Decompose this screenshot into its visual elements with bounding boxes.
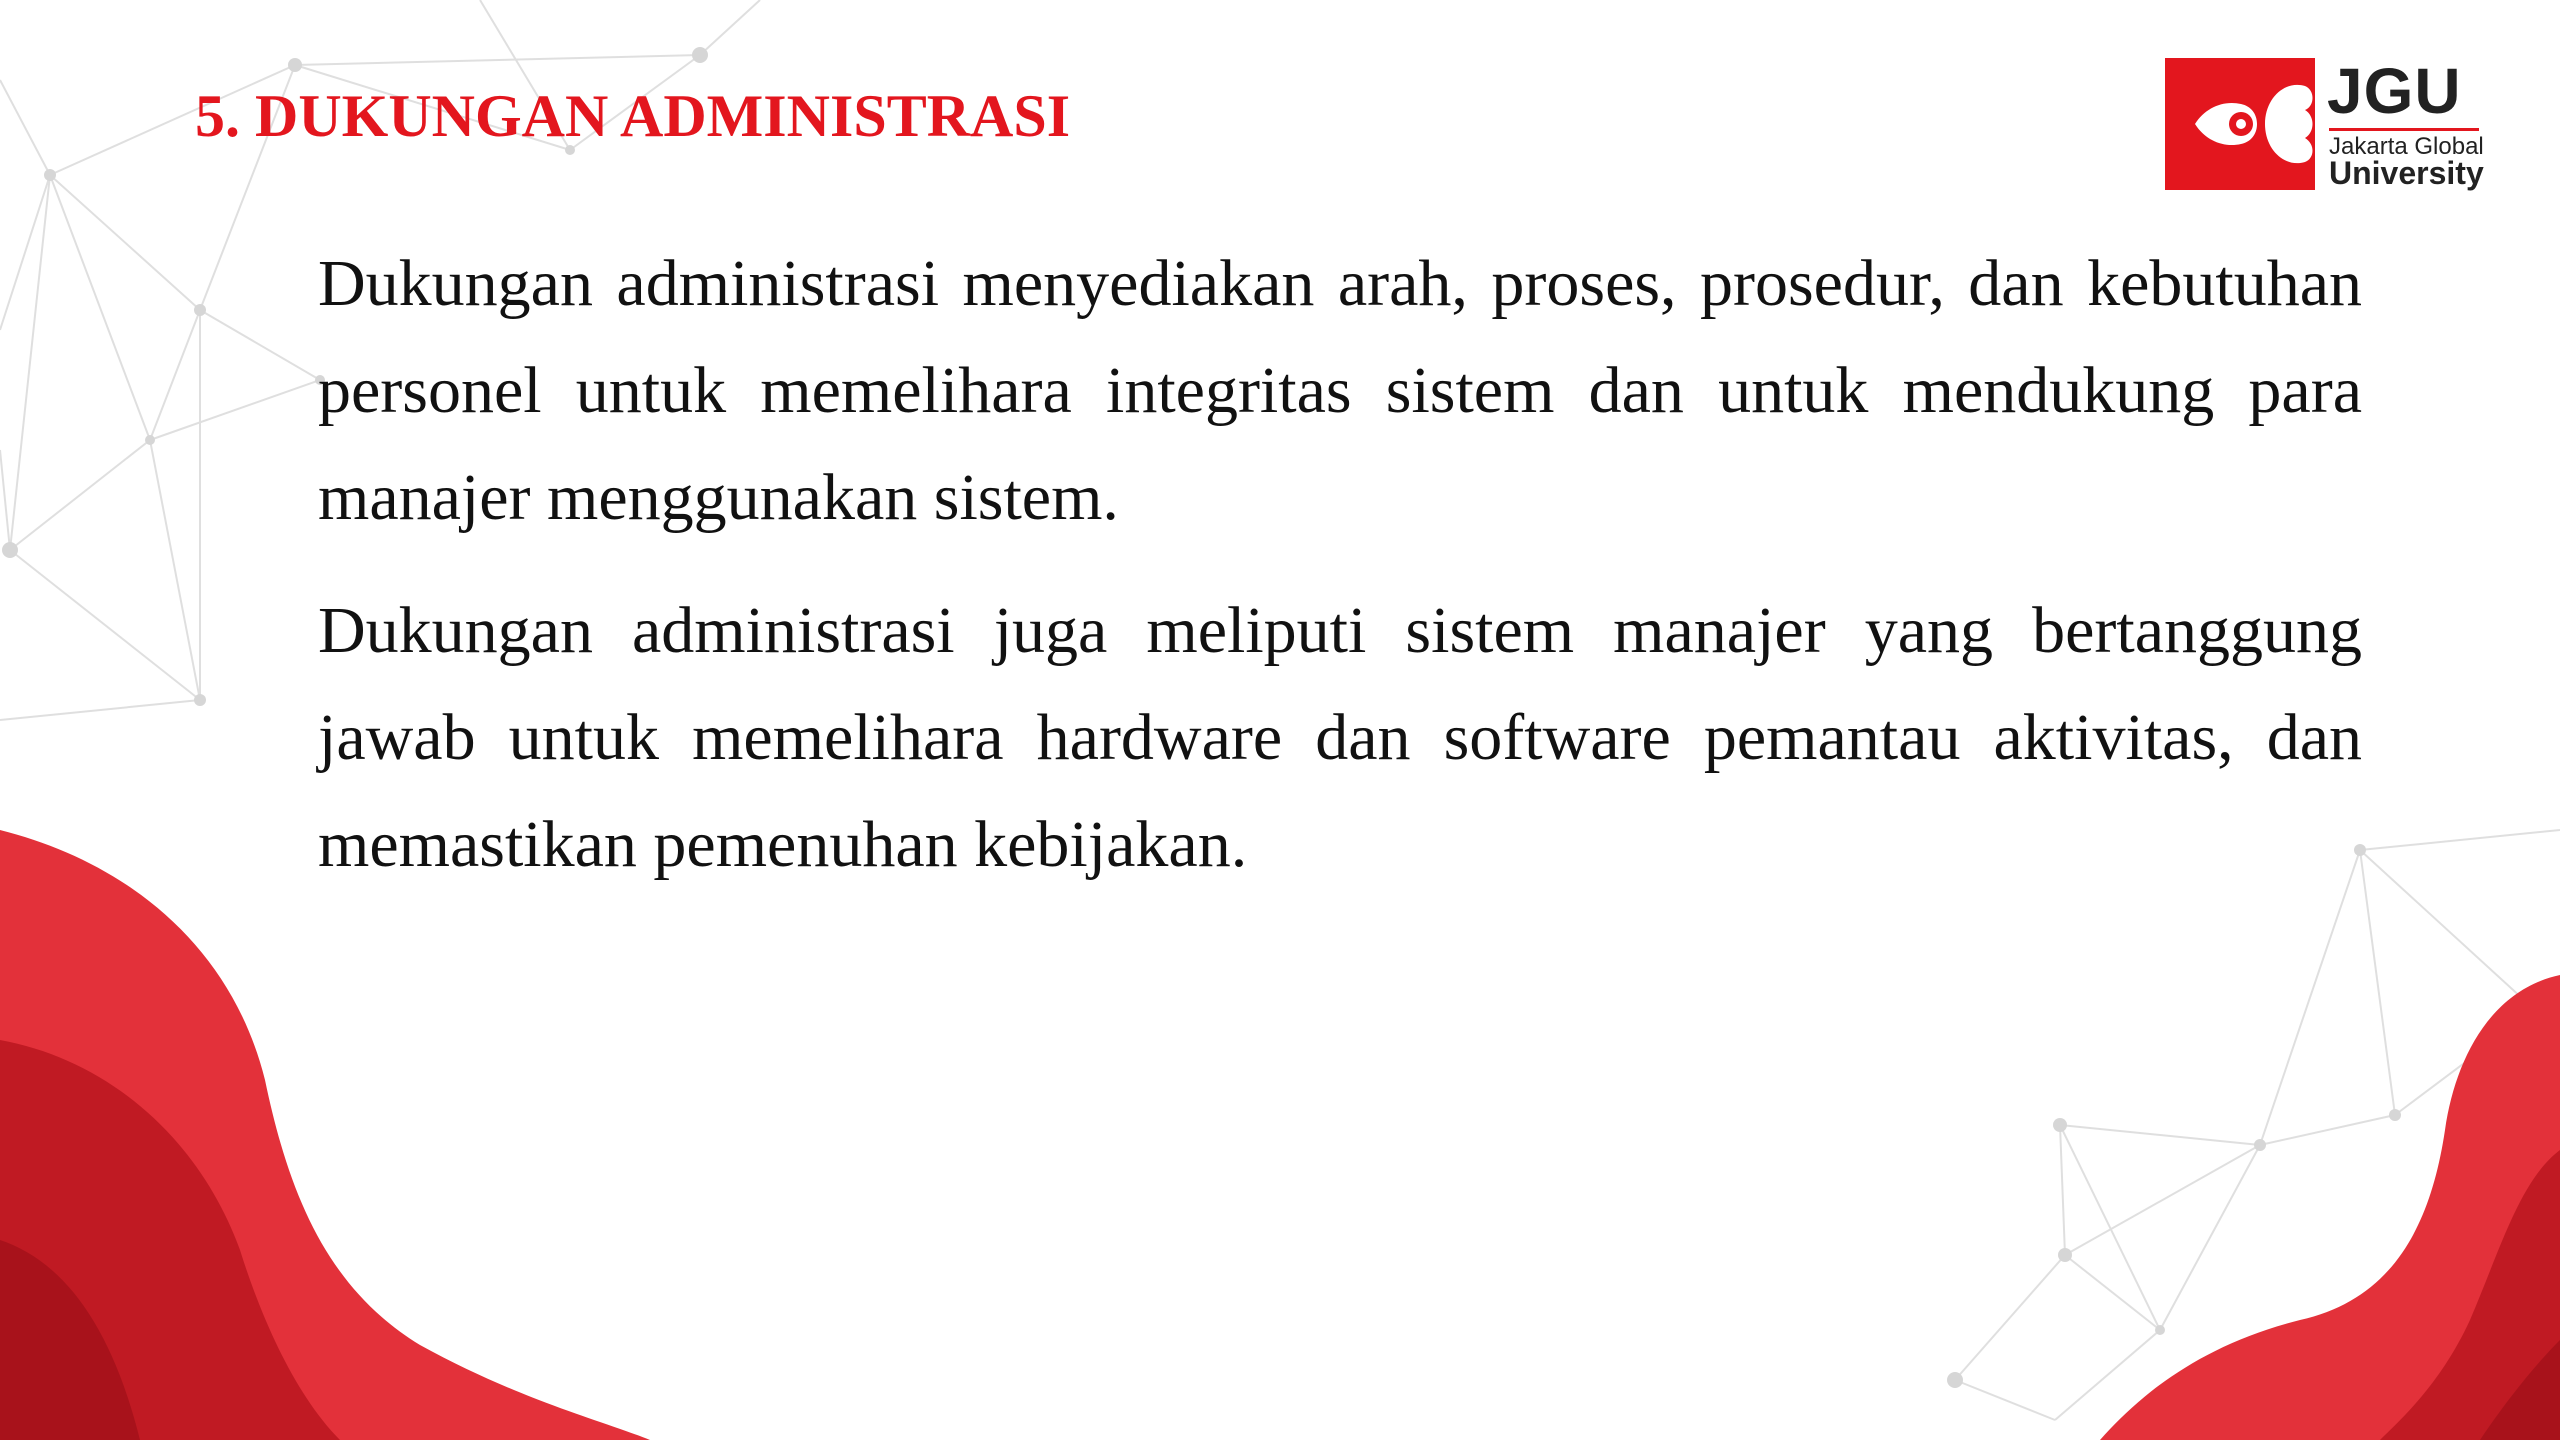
jgu-logo (2165, 55, 2485, 195)
logo-line-1: Jakarta Global (2329, 133, 2484, 160)
logo-line-2: University (2329, 155, 2484, 191)
paragraph-2: Dukungan administrasi juga meliputi sistem manajer yang bertanggung jawab untuk memelihara hardware dan software pemantau aktivitas, dan memastikan pemenuhan kebijakan. (318, 594, 2362, 881)
jgu-orchid-icon (2165, 58, 2315, 190)
slide-title: 5. DUKUNGAN ADMINISTRASI (195, 83, 1071, 149)
logo-wordmark: JGU (2327, 55, 2462, 127)
slide-body (318, 230, 2362, 924)
paragraph-1: Dukungan administrasi menyediakan arah, proses, prosedur, dan kebutuhan personel untuk memelihara integritas sistem dan untuk mendukung para manajer menggunakan sistem. (318, 247, 2362, 534)
red-wave-bottom-right (2100, 975, 2560, 1440)
logo-divider (2329, 128, 2479, 131)
